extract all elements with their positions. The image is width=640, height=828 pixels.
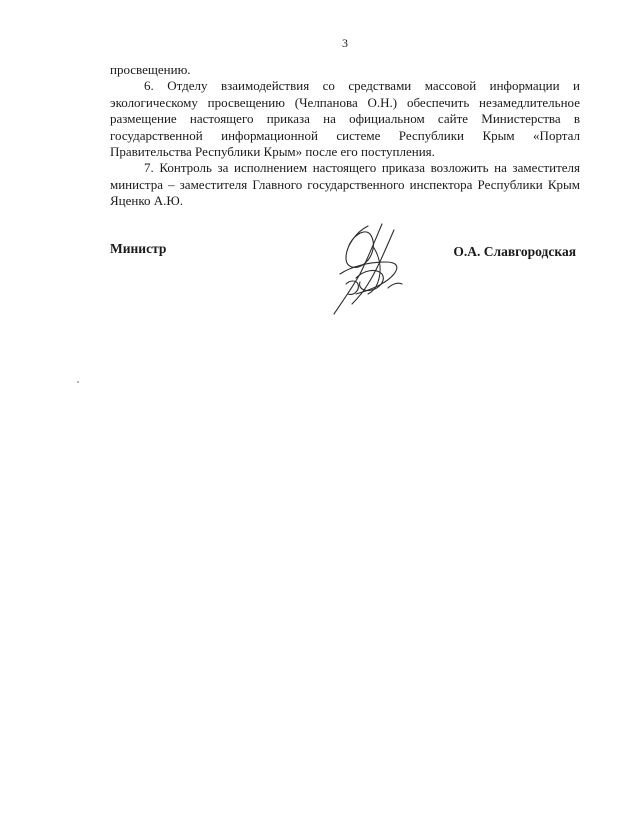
handwritten-signature [316, 218, 416, 322]
signatory-name: О.А. Славгородская [453, 244, 576, 259]
paragraph-continuation: просвещению. [110, 62, 191, 77]
paragraph-item-6: 6. Отделу взаимодействия со средствами массовой информации и экологическому просвещению (Челпанова О.Н.) обеспечить незамедлительное размещение настоящего приказа на официальном сайте Министерства в государственной информационной системе Республики Крым «Портал Правительства Республики Крым» после его поступления. [110, 78, 580, 160]
paragraph-item-7: 7. Контроль за исполнением настоящего приказа возложить на заместителя министра – заместителя Главного государственного инспектора Республики Крым Яценко А.Ю. [110, 160, 580, 209]
page-number: 3 [342, 36, 348, 50]
scan-speck [77, 381, 79, 383]
document-body [110, 62, 580, 210]
signatory-title: Министр [110, 241, 167, 256]
